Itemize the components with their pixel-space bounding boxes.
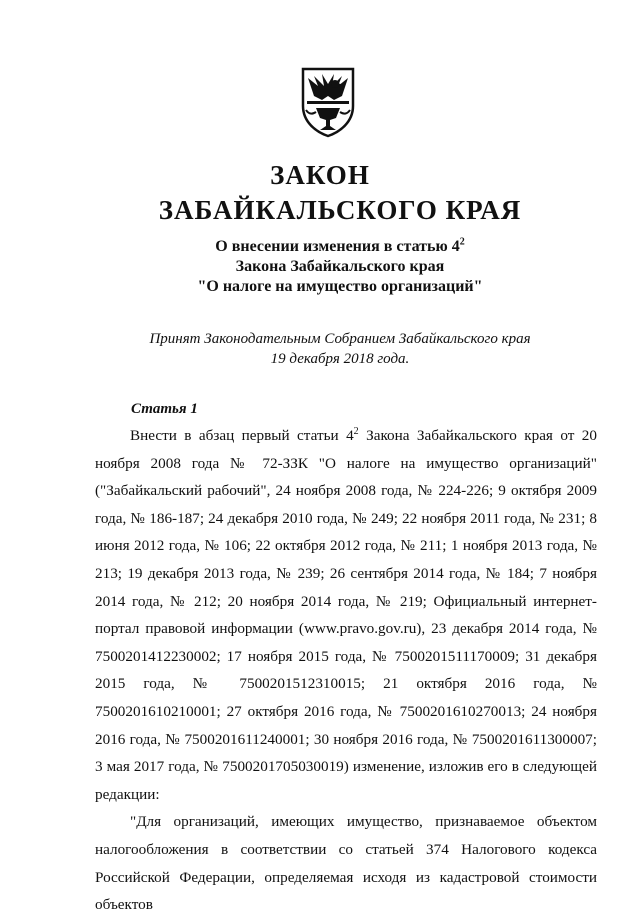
- subtitle-line-1: О внесении изменения в статью $4^2$: [215, 236, 465, 255]
- law-title: ЗАКОН: [270, 160, 370, 190]
- article-heading: Статья 1: [131, 401, 198, 417]
- coat-of-arms-eagle-icon: [300, 66, 356, 138]
- adoption-note-line-1: Принят Законодательным Собранием Забайкальского края: [149, 331, 531, 347]
- article-paragraph-1: Внести в абзац первый статьи $4^2$ Закона Забайкальского края от 20 ноября 2008 года № 72-ЗЗК "О налоге на имущество организаций" ("Забайкальский рабочий", 24 ноября 2008 года, № 224-226; 9 октября 2009 года, № 186-187; 24 декабря 2010 года, № 249; 22 ноября 2011 года, № 231; 8 июня 2012 года, № 106; 22 октября 2012 года, № 211; 1 ноября 2013 года, № 213; 19 декабря 2013 года, № 239; 26 сентября 2014 года, № 184; 7 ноября 2014 года, № 212; 20 ноября 2014 года, № 219; Официальный интернет-портал правовой информации (www.pravo.gov.ru), 23 декабря 2014 года, № 7500201412230002; 17 ноября 2015 года, № 7500201511170009; 31 декабря 2015 года, № 7500201512310015; 21 октября 2016 года, № 7500201610210001; 27 октября 2016 года, № 7500201610270013; 24 ноября 2016 года, № 7500201611240001; 30 ноября 2016 года, № 7500201611300007; 3 мая 2017 года, № 7500201705030019) изменение, изложив его в следующей редакции:: [95, 425, 597, 803]
- article-paragraph-2: "Для организаций, имеющих имущество, признаваемое объектом налогообложения в соответствии со статьей 374 Налогового кодекса Российской Федерации, определяемая исходя из кадастровой стоимости объектов: [95, 813, 597, 914]
- subtitle-line-3: "О налоге на имущество организаций": [197, 278, 483, 295]
- law-subtitle: [0, 237, 640, 297]
- adoption-note-line-2: 19 декабря 2018 года.: [270, 351, 410, 367]
- law-region-title: ЗАБАЙКАЛЬСКОГО КРАЯ: [158, 195, 522, 225]
- article-body: [95, 422, 597, 919]
- adoption-note: [0, 329, 640, 369]
- subtitle-line-2: Закона Забайкальского края: [235, 258, 445, 275]
